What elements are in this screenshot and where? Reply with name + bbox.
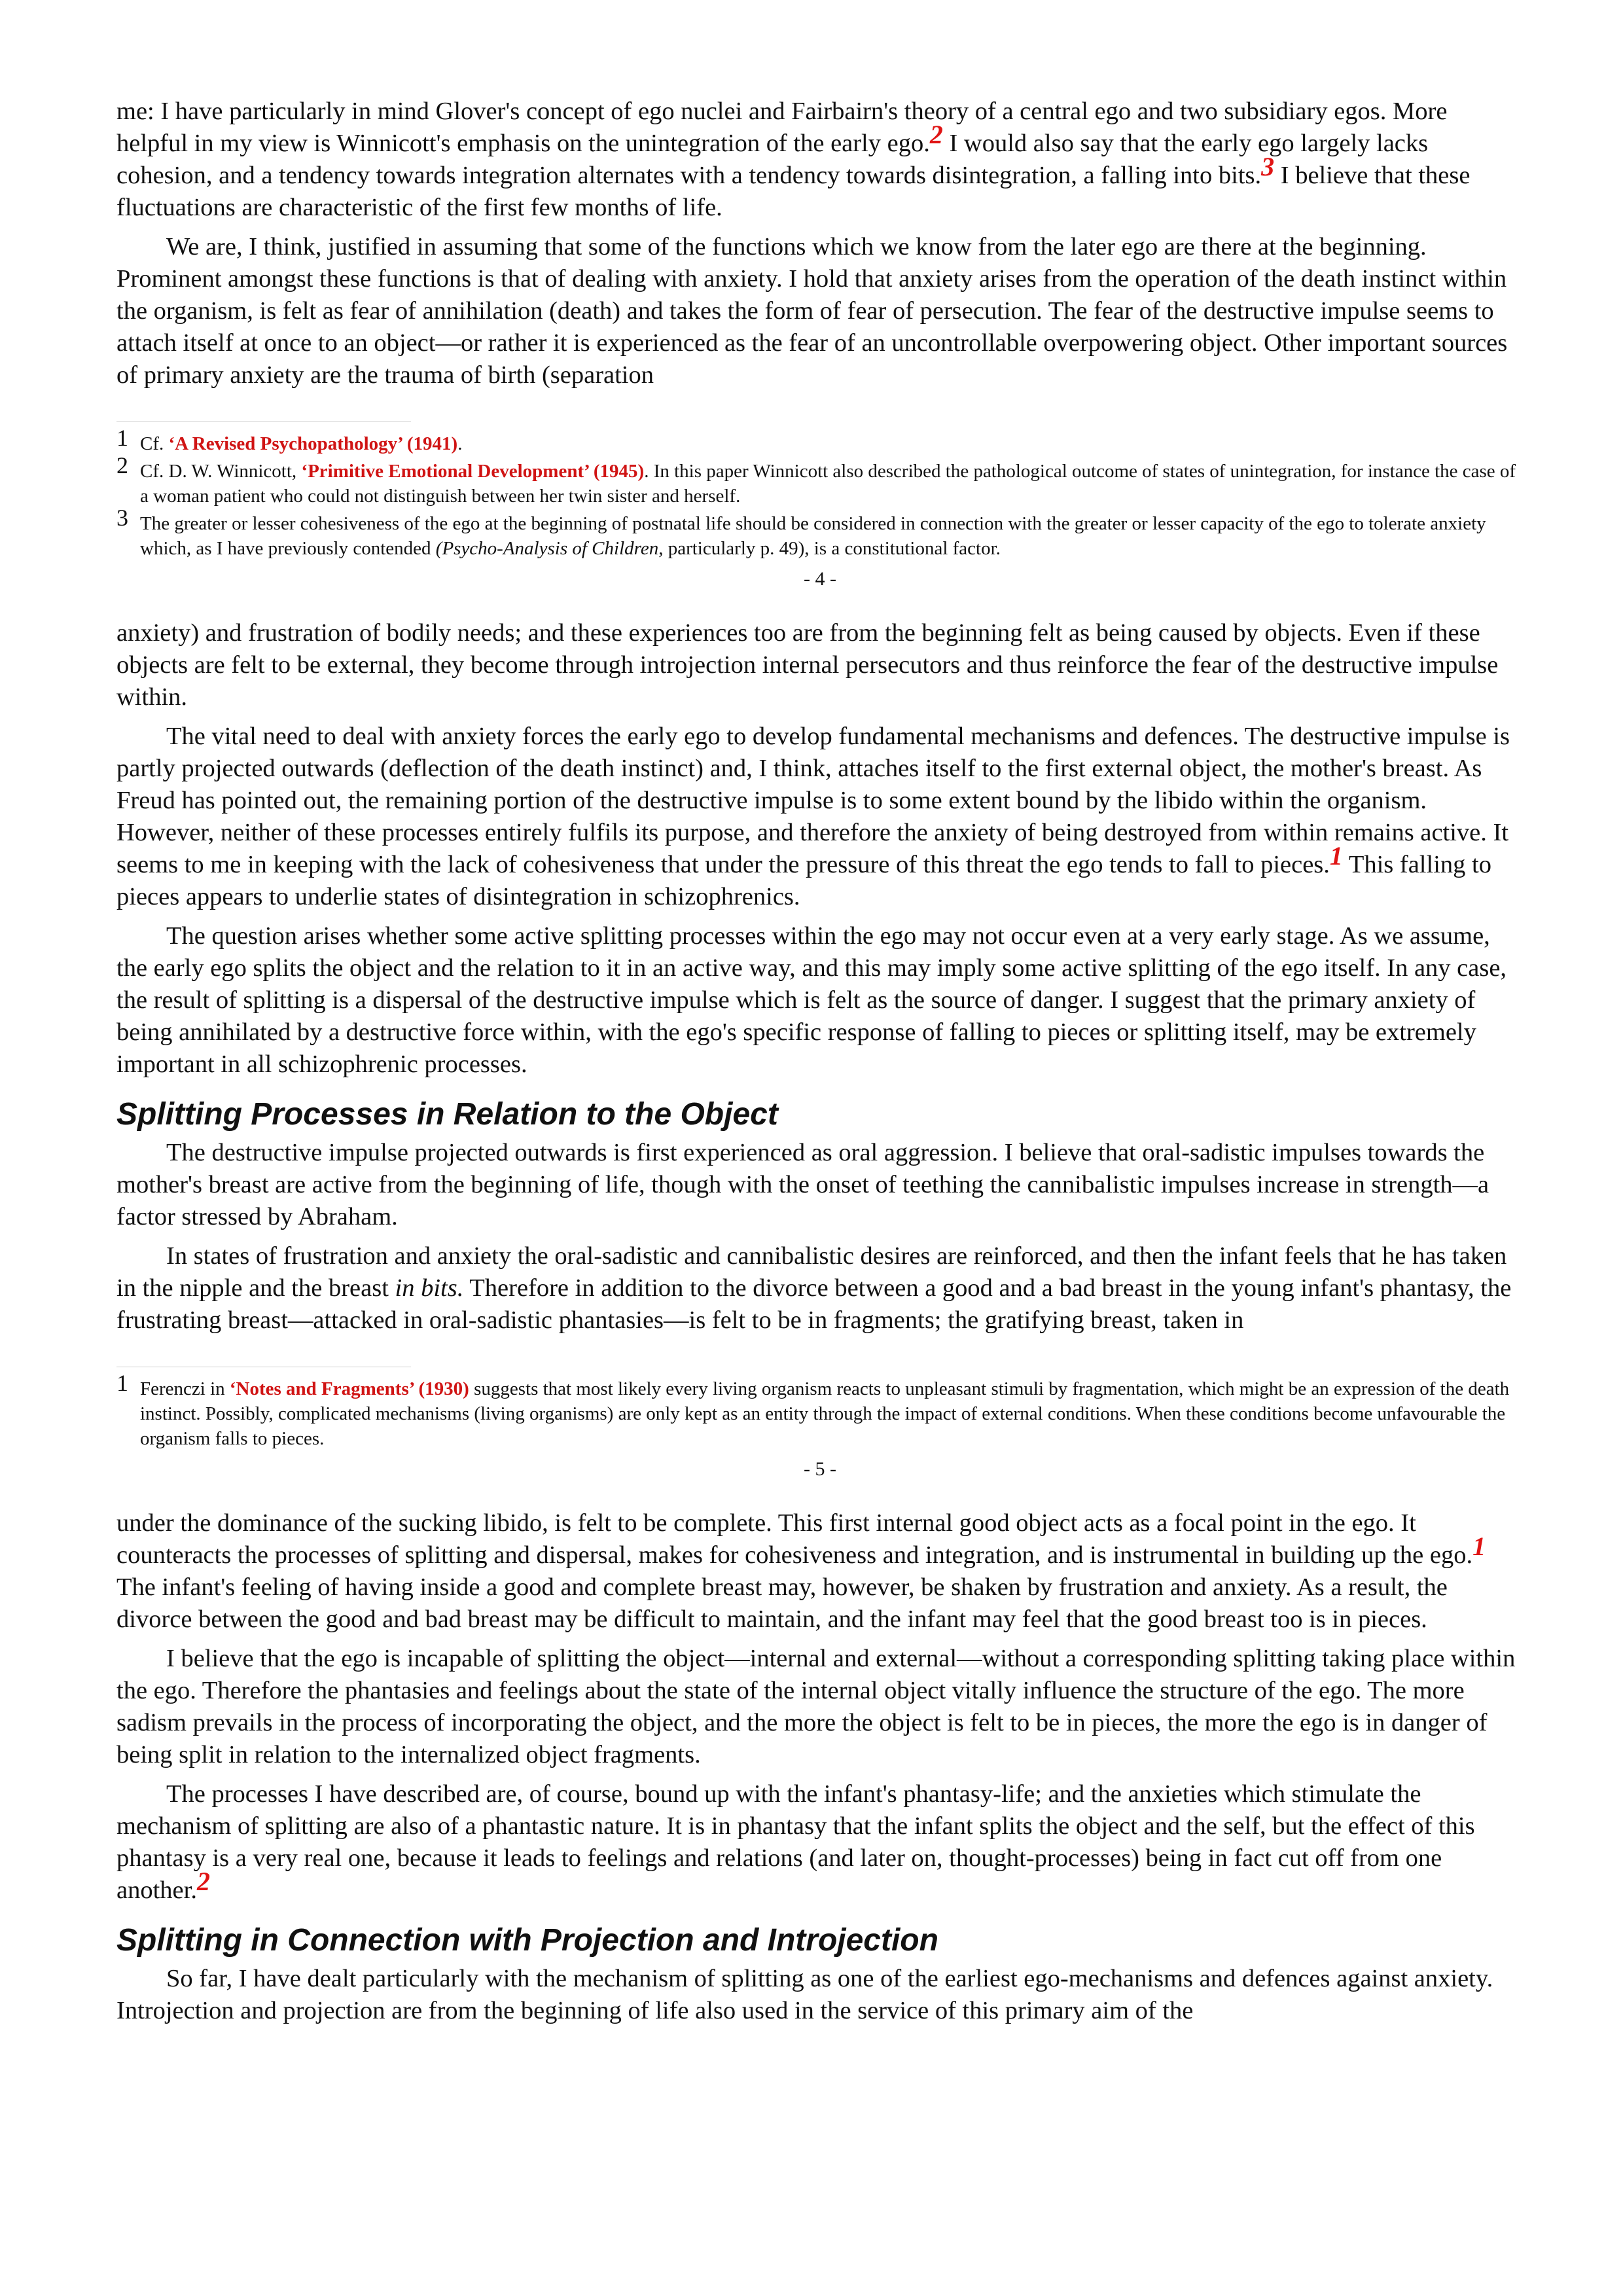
paragraph: The vital need to deal with anxiety forces the early ego to develop fundamental mechanisms and defences. The destructive impulse is partly projected outwards (deflection of the death instinct) and, I think, attaches itself to the first external object, the mother's breast. As Freud has pointed out, the remaining portion of the destructive impulse is to some extent bound by the libido within the organism. However, neither of these processes entirely fulfils its purpose, and therefore the anxiety of being destroyed from within remains active. It seems to me in keeping with the lack of cohesiveness that under the pressure of this threat the ego tends to fall to pieces.$^1$ This falling to pieces appears to underlie states of disintegration in schizophrenics.	[116, 723, 1510, 910]
paragraph: The processes I have described are, of course, bound up with the infant's phantasy-life; and the anxieties which stimulate the mechanism of splitting are also of a phantastic nature. It is in phantasy that the infant splits the object and the self, but the effect of this phantasy is a very real one, because it leads to feelings and relations (and later on, thought-processes) being in fact cut off from one another.$^2$	[116, 1780, 1475, 1904]
footnote-link[interactable]: ‘Notes and Fragments’ (1930)	[229, 1378, 469, 1399]
section-heading: Splitting in Connection with Projection and Introjection	[116, 1923, 938, 1958]
page-number: - 5 -	[804, 1458, 836, 1480]
footnote-ref-2[interactable]: 2	[929, 120, 943, 149]
paragraph: We are, I think, justified in assuming that some of the functions which we know from the later ego are there at the beginning. Prominent amongst these functions is that of dealing with anxiety. I hold that anxiety arises from the operation of the death instinct within the organism, is felt as fear of annihilation (death) and takes the form of fear of persecution. The fear of the destructive impulse seems to attach itself at once to an object—or rather it is experienced as the fear of an uncontrollable overpowering object. Other important sources of primary anxiety are the trauma of birth (separation	[116, 233, 1508, 389]
footnote-3: 3 The greater or lesser cohesiveness of the ego at the beginning of postnatal life should be considered in connection with the greater or lesser capacity of the ego to tolerate anxiety which, as I have previously contended (Psycho-Analysis of Children, particularly p. 49), is a constitutional factor.	[116, 505, 1486, 559]
footnote-link[interactable]: ‘A Revised Psychopathology’ (1941)	[168, 433, 458, 454]
footnote-ref-3[interactable]: 3	[1261, 152, 1275, 181]
document-page	[116, 96, 1524, 2034]
paragraph: I believe that the ego is incapable of splitting the object—internal and external—without a corresponding splitting taking place within the ego. Therefore the phantasies and feelings about the state of the internal object vitally influence the structure of the ego. The more sadism prevails in the process of incorporating the object, and the more the object is felt to be in pieces, the more the ego is in danger of being split in relation to the internalized object fragments.	[116, 1645, 1516, 1768]
paragraph: So far, I have dealt particularly with the mechanism of splitting as one of the earliest ego-mechanisms and defences against anxiety. Introjection and projection are from the beginning of life also used in the service of this primary aim of the	[116, 1965, 1493, 2024]
footnote-ref-1[interactable]: 1	[1329, 841, 1343, 870]
paragraph: The destructive impulse projected outwards is first experienced as oral aggression. I believe that oral-sadistic impulses towards the mother's breast are active from the beginning of life, though with the onset of teething the cannibalistic impulses increase in strength—a factor stressed by Abraham.	[116, 1139, 1489, 1230]
paragraph: In states of frustration and anxiety the oral-sadistic and cannibalistic desires are reinforced, and then the infant feels that he has taken in the nipple and the breast in bits. Therefore in addition to the divorce between a good and a bad breast in the young infant's phantasy, the frustrating breast—attacked in oral-sadistic phantasies—is felt to be in fragments; the gratifying breast, taken in	[116, 1242, 1512, 1334]
page-number: - 4 -	[804, 568, 836, 590]
footnote-link[interactable]: ‘Primitive Emotional Development’ (1945)	[301, 461, 645, 482]
paragraph: under the dominance of the sucking libido, is felt to be complete. This first internal good object acts as a focal point in the ego. It counteracts the processes of splitting and dispersal, makes for cohesiveness and integration, and is instrumental in building up the ego.$^1$ The infant's feeling of having inside a good and complete breast may, however, be shaken by frustration and anxiety. As a result, the divorce between the good and bad breast may be difficult to maintain, and the infant may feel that the good breast too is in pieces.	[116, 1509, 1486, 1633]
footnote-ref-2[interactable]: 2	[196, 1867, 210, 1896]
section-heading: Splitting Processes in Relation to the Object	[116, 1097, 778, 1132]
paragraph: me: I have particularly in mind Glover's concept of ego nuclei and Fairbairn's theory of a central ego and two subsidiary egos. More helpful in my view is Winnicott's emphasis on the unintegration of the early ego.$^2$ I would also say that the early ego largely lacks cohesion, and a tendency towards integration alternates with a tendency towards disintegration, a falling into bits.$^3$ I believe that these fluctuations are characteristic of the first few months of life.	[116, 98, 1471, 221]
footnote-ref-1[interactable]: 1	[1472, 1532, 1486, 1561]
footnote-1: 1 Cf. ‘A Revised Psychopathology’ (1941).	[116, 425, 463, 454]
footnote-2: 2 Cf. D. W. Winnicott, ‘Primitive Emotional Development’ (1945). In this paper Winnicott also described the pathological outcome of states of unintegration, for instance the case of a woman patient who could not distinguish between her twin sister and herself.	[116, 452, 1516, 507]
footnote-1: 1 Ferenczi in ‘Notes and Fragments’ (1930) suggests that most likely every living organism reacts to unpleasant stimuli by fragmentation, which might be an expression of the death instinct. Possibly, complicated mechanisms (living organisms) are only kept as an entity through the impact of external conditions. When these conditions become unfavourable the organism falls to pieces.	[116, 1370, 1510, 1449]
paragraph: anxiety) and frustration of bodily needs; and these experiences too are from the beginning felt as being caused by objects. Even if these objects are felt to be external, they become through introjection internal persecutors and thus reinforce the fear of the destructive impulse within.	[116, 619, 1499, 711]
paragraph: The question arises whether some active splitting processes within the ego may not occur even at a very early stage. As we assume, the early ego splits the object and the relation to it in an active way, and this may imply some active splitting of the ego itself. In any case, the result of splitting is a dispersal of the destructive impulse which is felt as the source of danger. I suggest that the primary anxiety of being annihilated by a destructive force within, with the ego's specific response of falling to pieces or splitting itself, may be extremely important in all schizophrenic processes.	[116, 922, 1507, 1078]
